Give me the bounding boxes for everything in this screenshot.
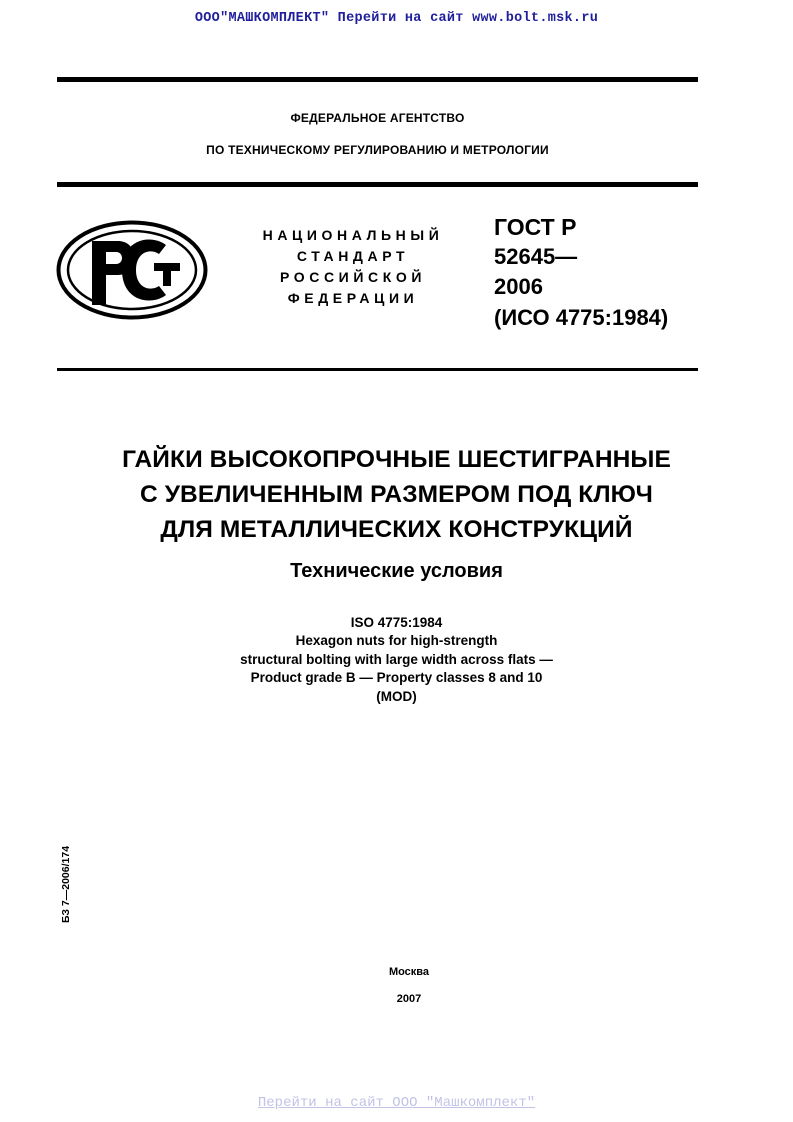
national-standard-line-1: НАЦИОНАЛЬНЫЙ [262,227,444,243]
document-title-line-3: ДЛЯ МЕТАЛЛИЧЕСКИХ КОНСТРУКЦИЙ [160,516,633,543]
iso-line-1: ISO 4775:1984 [350,615,443,630]
national-standard-line-4: ФЕДЕРАЦИИ [287,290,419,306]
national-standard-line-3: РОССИЙСКОЙ [280,269,426,285]
document-title-line-2: С УВЕЛИЧЕННЫМ РАЗМЕРОМ ПОД КЛЮЧ [140,481,653,508]
gost-number-line-3: 2006 [494,274,543,299]
document-title-line-1: ГАЙКИ ВЫСОКОПРОЧНЫЕ ШЕСТИГРАННЫЕ [122,446,671,473]
rst-logo-icon [56,220,208,320]
publication-year: 2007 [396,993,422,1005]
agency-line-1: ФЕДЕРАЛЬНОЕ АГЕНТСТВО [290,111,465,125]
agency-line-2: ПО ТЕХНИЧЕСКОМУ РЕГУЛИРОВАНИЮ И МЕТРОЛОГИИ [206,143,549,157]
gost-number-line-2: 52645— [494,244,578,269]
publication-city: Москва [388,966,430,978]
iso-line-3: structural bolting with large width across flats — [240,652,553,667]
header-site-link[interactable]: ООО"МАШКОМПЛЕКТ" Перейти на сайт www.bolt.msk.ru [194,11,599,26]
top-rule [57,77,698,82]
iso-line-2: Hexagon nuts for high-strength [295,633,498,648]
agency-rule [57,182,698,187]
footer-site-link[interactable]: Перейти на сайт ООО "Машкомплект" [257,1095,536,1111]
document-subtitle: Технические условия [290,560,503,582]
iso-line-4: Product grade B — Property classes 8 and 10 [250,670,543,685]
header-bottom-rule [57,368,698,371]
side-publication-code: БЗ 7—2006/174 [60,845,72,923]
gost-iso-reference: (ИСО 4775:1984) [494,305,669,330]
iso-line-5: (MOD) [376,689,417,704]
gost-number-line-1: ГОСТ Р [494,214,577,240]
national-standard-line-2: СТАНДАРТ [296,248,410,264]
